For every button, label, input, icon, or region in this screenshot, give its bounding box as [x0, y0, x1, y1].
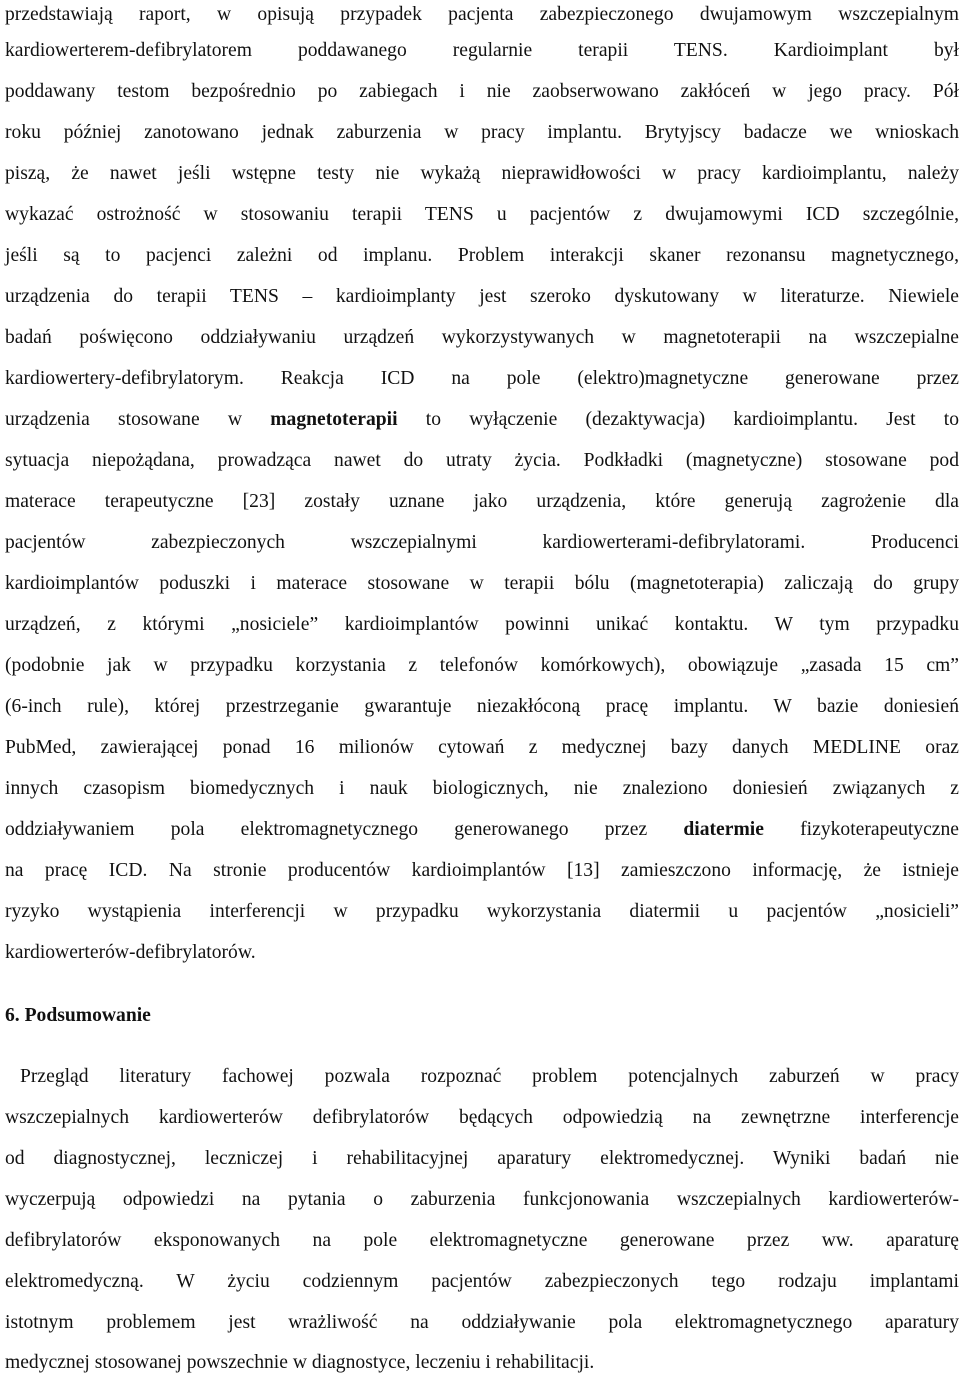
text-line: kardiowertery-defibrylatorym. Reakcja ICD na pole (elektro)magnetyczne generowane przez: [5, 368, 959, 389]
text-line: jeśli są to pacjenci zależni od implanu. Problem interakcji skaner rezonansu magnetycznego,: [5, 245, 959, 266]
text-line: pacjentów zabezpieczonych wszczepialnymi kardiowerterami-defibrylatorami. Producenci: [5, 532, 959, 553]
text-line: urządzenia do terapii TENS – kardioimplanty jest szeroko dyskutowany w literaturze. Niewiele: [5, 286, 959, 307]
text-line: kardioimplantów poduszki i materace stosowane w terapii bólu (magnetoterapia) zaliczają do grupy: [5, 573, 959, 594]
text-line-with-bold: [5, 815, 959, 845]
text-segment: fizykoterapeutyczne: [800, 819, 959, 840]
text-line: (podobnie jak w przypadku korzystania z telefonów komórkowych), obowiązuje „zasada 15 cm”: [5, 655, 959, 676]
text-line: wykazać ostrożność w stosowaniu terapii TENS u pacjentów z dwujamowymi ICD szczególnie,: [5, 204, 959, 225]
text-line-with-bold: [5, 405, 959, 435]
text-line: istotnym problemem jest wrażliwość na oddziaływanie pola elektromagnetycznego aparatury: [5, 1312, 959, 1333]
text-line: (6-inch rule), której przestrzeganie gwarantuje niezakłóconą pracę implantu. W bazie doniesień: [5, 696, 959, 717]
text-line: ryzyko wystąpienia interferencji w przypadku wykorzystania diatermii u pacjentów „nosicieli”: [5, 901, 959, 922]
text-line: defibrylatorów eksponowanych na pole elektromagnetyczne generowane przez ww. aparaturę: [5, 1230, 959, 1251]
text-line: roku później zanotowano jednak zaburzenia w pracy implantu. Brytyjscy badacze we wnioskach: [5, 122, 959, 143]
text-line: badań poświęcono oddziaływaniu urządzeń wykorzystywanych w magnetoterapii na wszczepialne: [5, 327, 959, 348]
text-line: PubMed, zawierającej ponad 16 milionów cytowań z medycznej bazy danych MEDLINE oraz: [5, 737, 959, 758]
text-line: wyczerpują odpowiedzi na pytania o zaburzenia funkcjonowania wszczepialnych kardiowerterów-: [5, 1189, 959, 1210]
section-heading: 6. Podsumowanie: [5, 1005, 151, 1026]
text-line: elektromedyczną. W życiu codziennym pacjentów zabezpieczonych tego rodzaju implantami: [5, 1271, 959, 1292]
bold-term-magnetoterapii: magnetoterapii: [270, 409, 398, 430]
text-line: przedstawiają raport, w opisują przypadek pacjenta zabezpieczonego dwujamowym wszczepialnym: [5, 4, 959, 25]
text-line: kardiowerterem-defibrylatorem poddawanego regularnie terapii TENS. Kardioimplant był: [5, 40, 959, 61]
text-line: innych czasopism biomedycznych i nauk biologicznych, nie znaleziono doniesień związanych z: [5, 778, 959, 799]
text-line: od diagnostycznej, leczniczej i rehabilitacyjnej aparatury elektromedycznej. Wyniki badań nie: [5, 1148, 959, 1169]
text-line: kardiowerterów-defibrylatorów.: [5, 942, 256, 963]
text-line: na pracę ICD. Na stronie producentów kardioimplantów [13] zamieszczono informację, że istnieje: [5, 860, 959, 881]
text-segment: oddziaływaniem pola elektromagnetycznego generowanego przez: [5, 819, 648, 840]
text-segment: urządzenia stosowane w: [5, 409, 243, 430]
text-line: Przegląd literatury fachowej pozwala rozpoznać problem potencjalnych zaburzeń w pracy: [20, 1066, 959, 1087]
text-line: medycznej stosowanej powszechnie w diagnostyce, leczeniu i rehabilitacji.: [5, 1352, 595, 1373]
text-line: piszą, że nawet jeśli wstępne testy nie wykażą nieprawidłowości w pracy kardioimplantu, należy: [5, 163, 959, 184]
text-segment: to wyłączenie (dezaktywacja) kardioimplantu. Jest to: [425, 409, 959, 430]
text-line: poddawany testom bezpośrednio po zabiegach i nie zaobserwowano zakłóceń w jego pracy. Pół: [5, 81, 959, 102]
text-line: urządzeń, z którymi „nosiciele” kardioimplantów powinni unikać kontaktu. W tym przypadku: [5, 614, 959, 635]
text-line: sytuacja niepożądana, prowadząca nawet do utraty życia. Podkładki (magnetyczne) stosowane pod: [5, 450, 959, 471]
bold-term-diatermie: diatermie: [683, 819, 764, 840]
text-line: materace terapeutyczne [23] zostały uznane jako urządzenia, które generują zagrożenie dla: [5, 491, 959, 512]
text-line: wszczepialnych kardiowerterów defibrylatorów będących odpowiedzią na zewnętrzne interferencje: [5, 1107, 959, 1128]
